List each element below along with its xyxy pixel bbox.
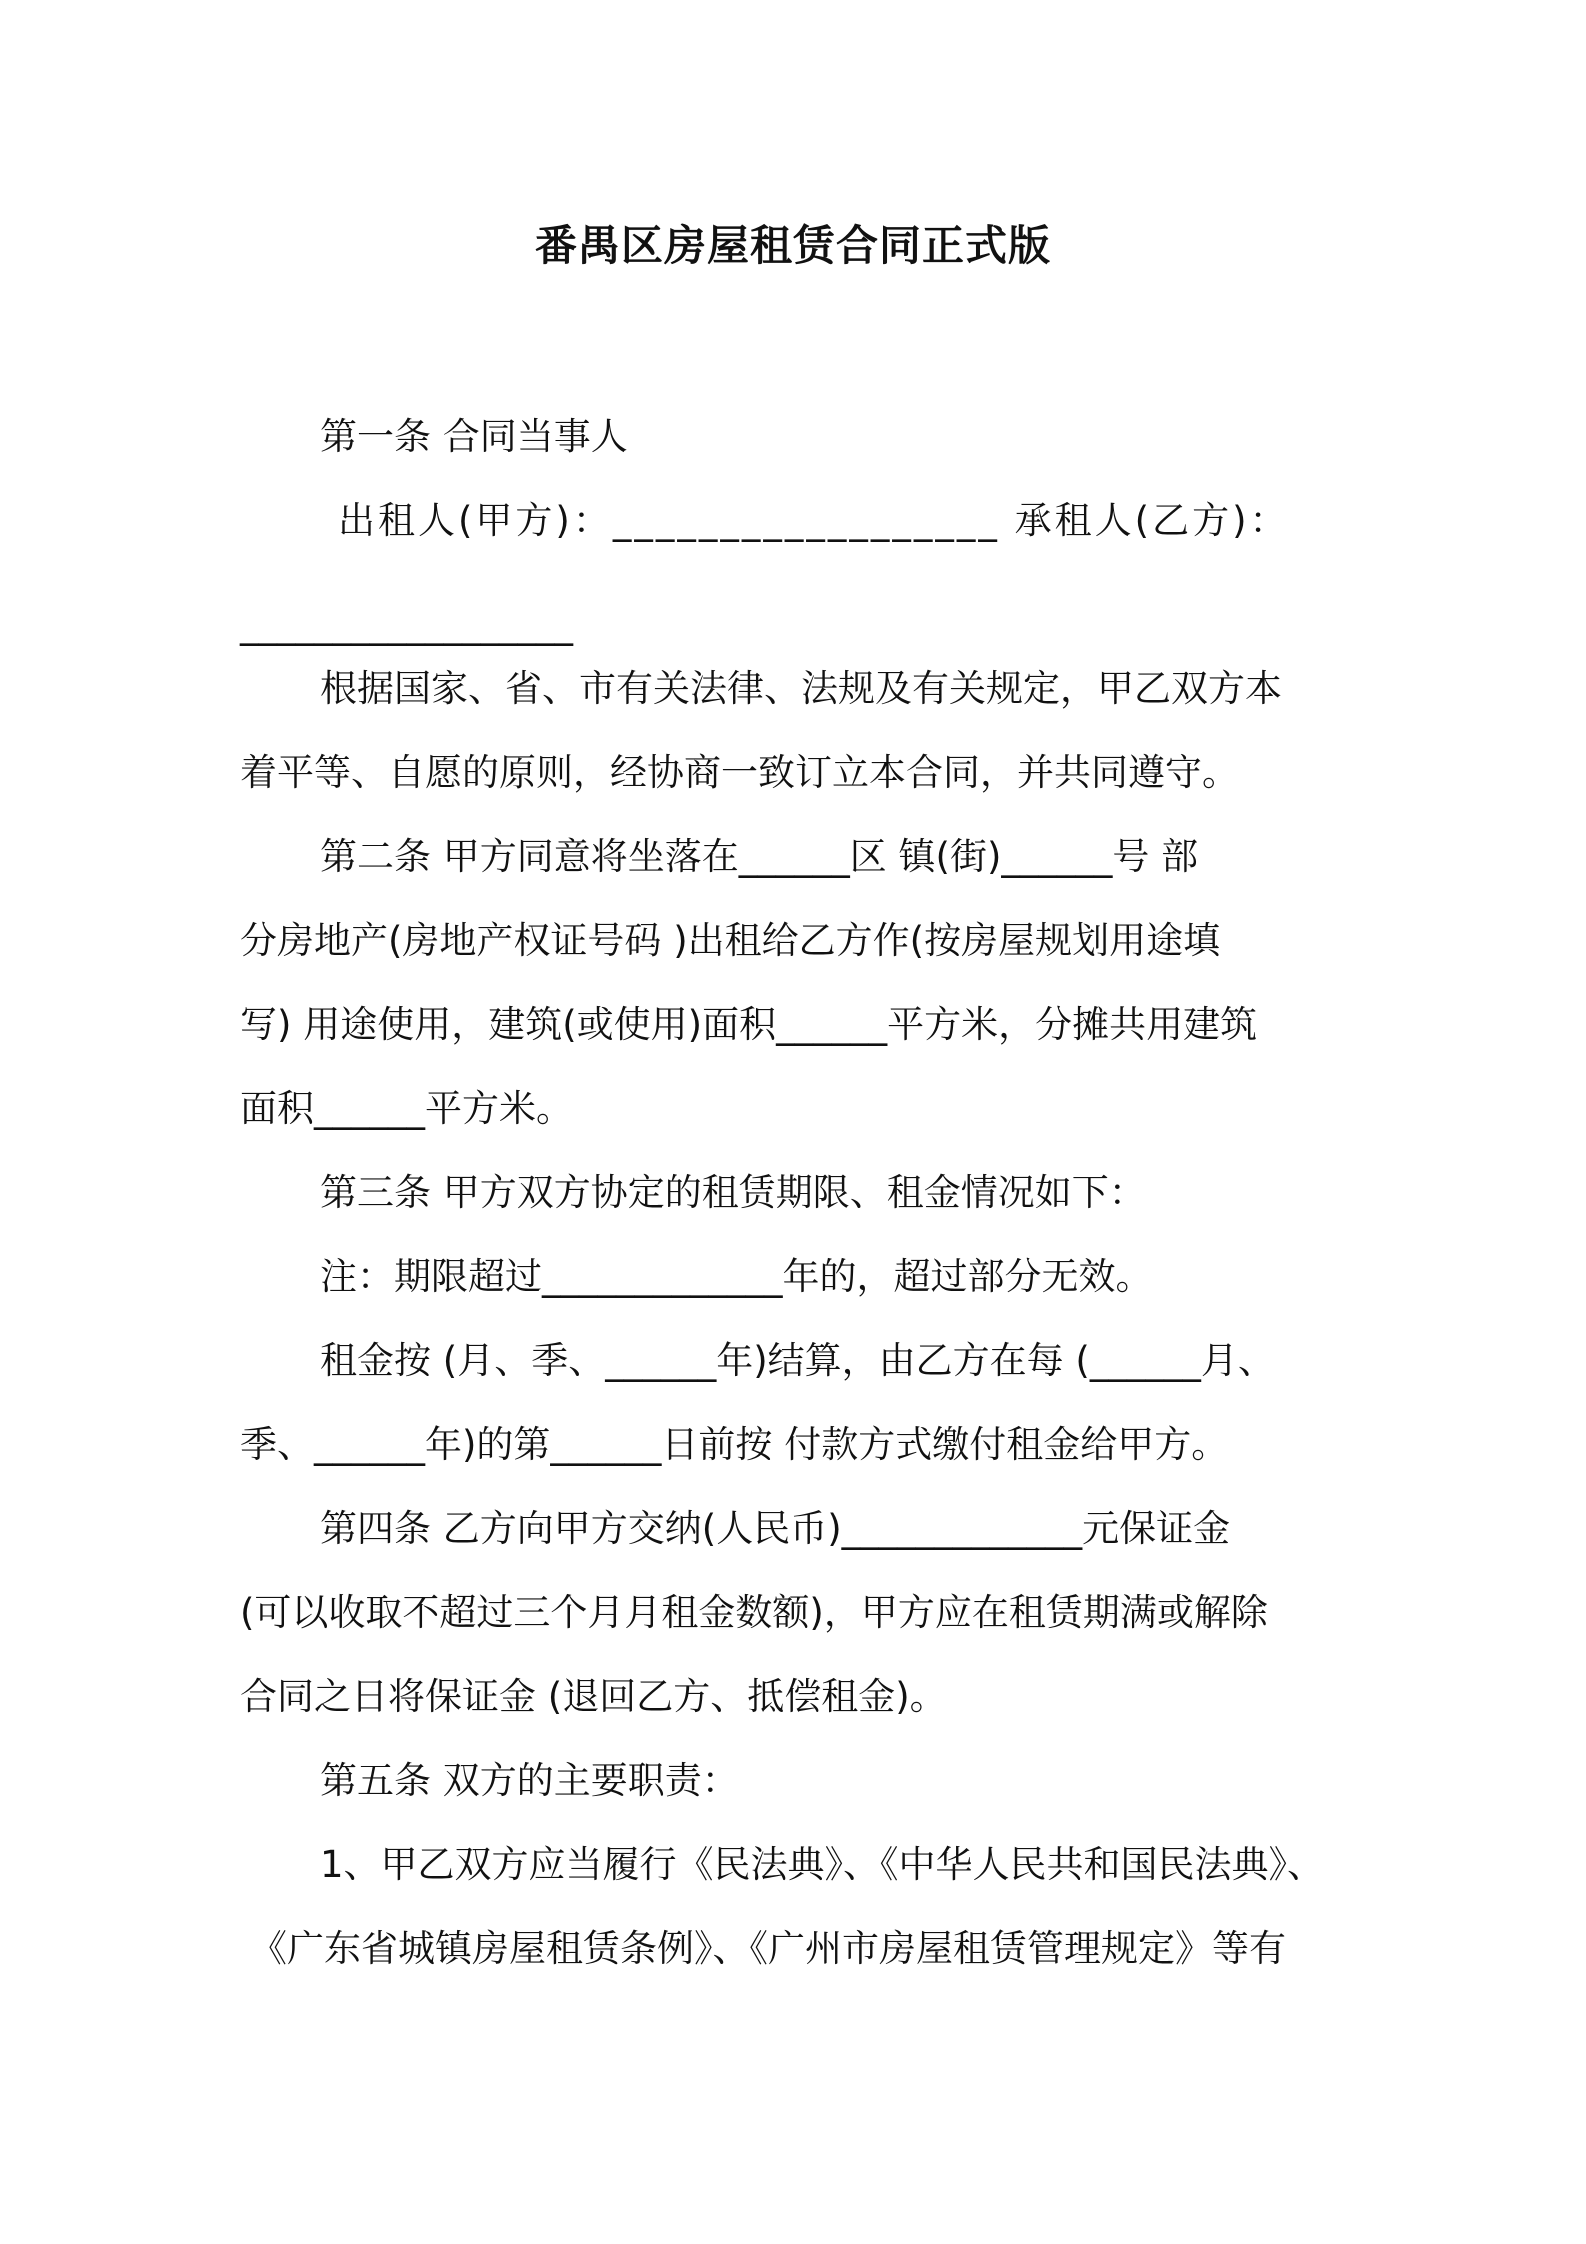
lessee-blank-line: __________________ [240,603,573,646]
paragraph-line: (可以收取不超过三个月月租金数额)，甲方应在租赁期满或解除 [240,1591,1268,1634]
parties-line: 出租人(甲方)：__________________ 承租人(乙方)： [338,499,1290,542]
paragraph-line: 着平等、自愿的原则，经协商一致订立本合同，并共同遵守。 [240,751,1239,794]
paragraph-line: 面积______平方米。 [240,1087,573,1130]
paragraph-line: 分房地产(房地产权证号码 )出租给乙方作(按房屋规划用途填 [240,919,1221,962]
duty-1-line: 1、甲乙双方应当履行《民法典》、《中华人民共和国民法典》、 [320,1843,1325,1886]
paragraph-line: 季、______年)的第______日前按 付款方式缴付租金给甲方。 [240,1423,1229,1466]
paragraph-line: 根据国家、省、市有关法律、法规及有关规定，甲乙双方本 [320,667,1282,710]
article-3-line: 第三条 甲方双方协定的租赁期限、租金情况如下： [320,1171,1146,1214]
rent-line: 租金按 (月、季、______年)结算，由乙方在每 (______月、 [320,1339,1275,1382]
paragraph-line: 写) 用途使用，建筑(或使用)面积______平方米，分摊共用建筑 [240,1003,1258,1046]
article-5-heading: 第五条 双方的主要职责： [320,1759,739,1802]
document-title: 番禺区房屋租赁合同正式版 [534,221,1051,270]
paragraph-line: 合同之日将保证金 (退回乙方、抵偿租金)。 [240,1675,947,1718]
note-line: 注：期限超过_____________年的，超过部分无效。 [320,1255,1153,1298]
article-4-line: 第四条 乙方向甲方交纳(人民币)_____________元保证金 [320,1507,1231,1550]
paragraph-line: 《广东省城镇房屋租赁条例》、《广州市房屋租赁管理规定》等有 [250,1927,1286,1970]
article-2-line: 第二条 甲方同意将坐落在______区 镇(街)______号 部 [320,835,1199,878]
article-1-heading: 第一条 合同当事人 [320,415,628,458]
